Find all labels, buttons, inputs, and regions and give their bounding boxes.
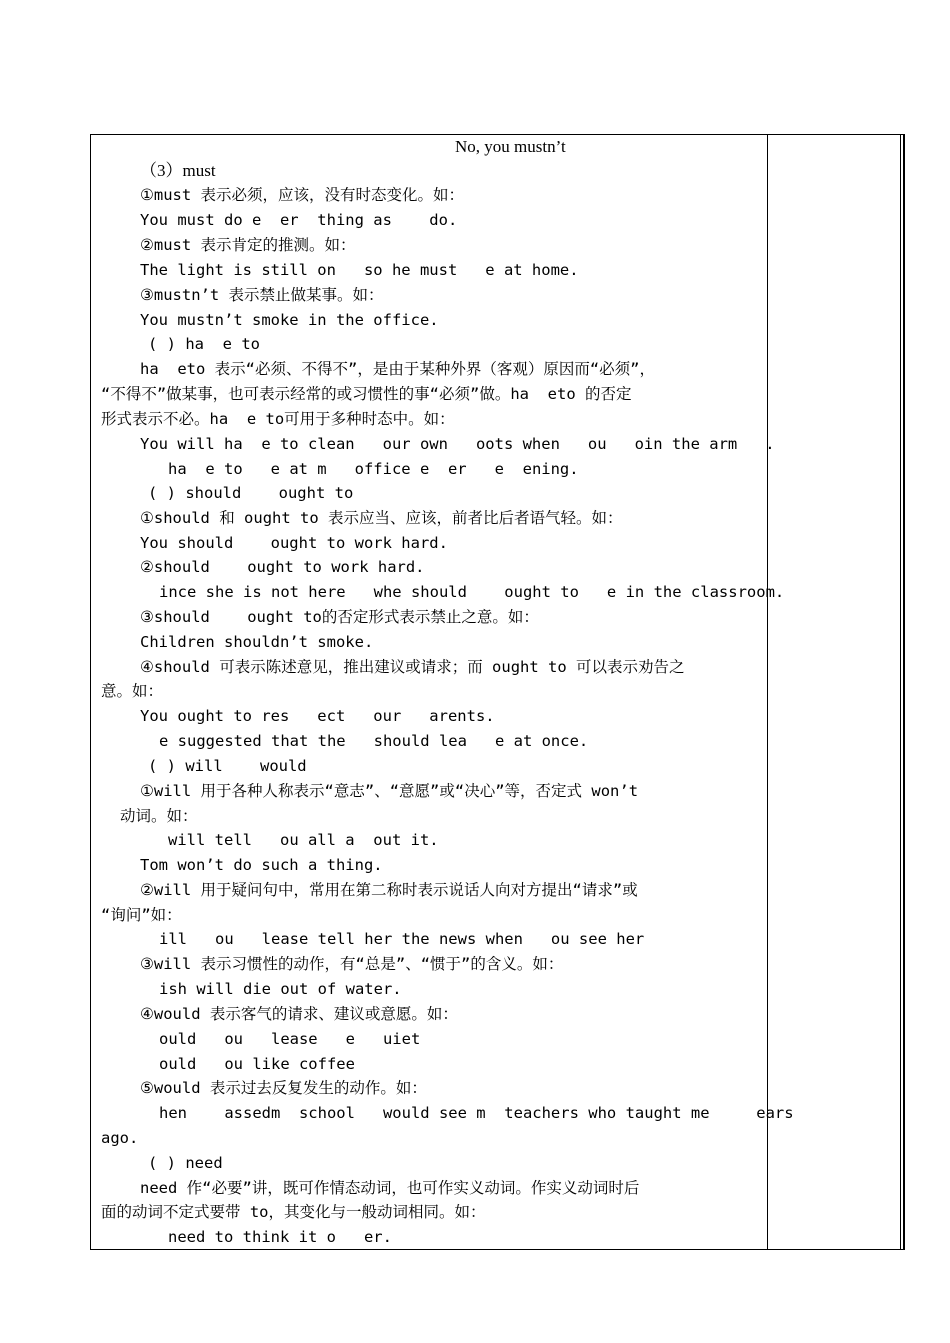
text-line: 面的动词不定式要带 to，其变化与一般动词相同。如：: [101, 1203, 486, 1221]
text-line: ⑤would 表示过去反复发生的动作。如：: [140, 1079, 427, 1097]
text-line: need 作“必要”讲，既可作情态动词，也可作实义动词。作实义动词时后: [140, 1179, 640, 1197]
text-line: ould ou like coffee: [159, 1055, 355, 1073]
text-line: ould ou lease e uiet: [159, 1030, 421, 1048]
text-line: ill ou lease tell her the news when ou see her: [159, 930, 645, 948]
text-line: ②should ought to work hard.: [140, 558, 425, 576]
text-line: ①must 表示必须，应该，没有时态变化。如：: [140, 186, 465, 204]
text-line: ha eto 表示“必须、不得不”，是由于某种外界（客观）原因而“必须”，: [140, 360, 655, 378]
text-line: ④should 可表示陈述意见，推出建议或请求；而 ought to 可以表示劝告之: [140, 658, 685, 676]
table-right-border-outer: [903, 135, 905, 1249]
text-line: 意。如：: [101, 682, 164, 700]
text-line: The light is still on so he must e at home.: [140, 261, 579, 279]
text-line: ③will 表示习惯性的动作，有“总是”、“惯于”的含义。如：: [140, 955, 564, 973]
text-line: e suggested that the should lea e at once.: [159, 732, 589, 750]
text-line: You mustn’t smoke in the office.: [140, 311, 439, 329]
text-line: ①should 和 ought to 表示应当、应该，前者比后者语气轻。如：: [140, 509, 623, 527]
column-divider: [767, 135, 768, 1249]
text-line: “不得不”做某事，也可表示经常的或习惯性的事“必须”做。ha eto 的否定: [101, 385, 632, 403]
text-line: ( ) need: [148, 1154, 223, 1172]
text-line: “询问”如：: [101, 906, 182, 924]
text-line: Tom won’t do such a thing.: [140, 856, 383, 874]
text-line: ( ) ha e to: [148, 335, 260, 353]
text-line: You should ought to work hard.: [140, 534, 448, 552]
text-line: You ought to res ect our arents.: [140, 707, 495, 725]
text-line: will tell ou all a out it.: [168, 831, 439, 849]
text-line: 形式表示不必。ha e to可用于多种时态中。如：: [101, 410, 455, 428]
text-line: ②will 用于疑问句中，常用在第二称时表示说话人向对方提出“请求”或: [140, 881, 638, 899]
text-line: ③should ought to的否定形式表示禁止之意。如：: [140, 608, 539, 626]
header-line: No, you mustn’t: [455, 137, 566, 156]
text-line: You must do e er thing as do.: [140, 211, 458, 229]
text-line: ( ) will would: [148, 757, 307, 775]
text-line: ②must 表示肯定的推测。如：: [140, 236, 356, 254]
text-line: ince she is not here whe should ought to e in the classroom.: [159, 583, 785, 601]
text-line: （3）must: [140, 161, 216, 180]
table-right-border: [900, 135, 901, 1249]
text-line: 动词。如：: [120, 807, 198, 825]
text-line: need to think it o er.: [168, 1228, 392, 1246]
text-line: Children shouldn’t smoke.: [140, 633, 374, 651]
text-line: ish will die out of water.: [159, 980, 402, 998]
text-line: ③mustn’t 表示禁止做某事。如：: [140, 286, 384, 304]
text-line: ago.: [101, 1129, 139, 1147]
text-line: ha e to e at m office e er e ening.: [168, 460, 579, 478]
text-line: ①will 用于各种人称表示“意志”、“意愿”或“决心”等，否定式 won’t: [140, 782, 639, 800]
text-line: You will ha e to clean our own oots when ou oin the arm .: [140, 435, 775, 453]
text-line: ④would 表示客气的请求、建议或意愿。如：: [140, 1005, 458, 1023]
text-line: ( ) should ought to: [148, 484, 354, 502]
text-line: hen assedm school would see m teachers who taught me ears: [159, 1104, 794, 1122]
